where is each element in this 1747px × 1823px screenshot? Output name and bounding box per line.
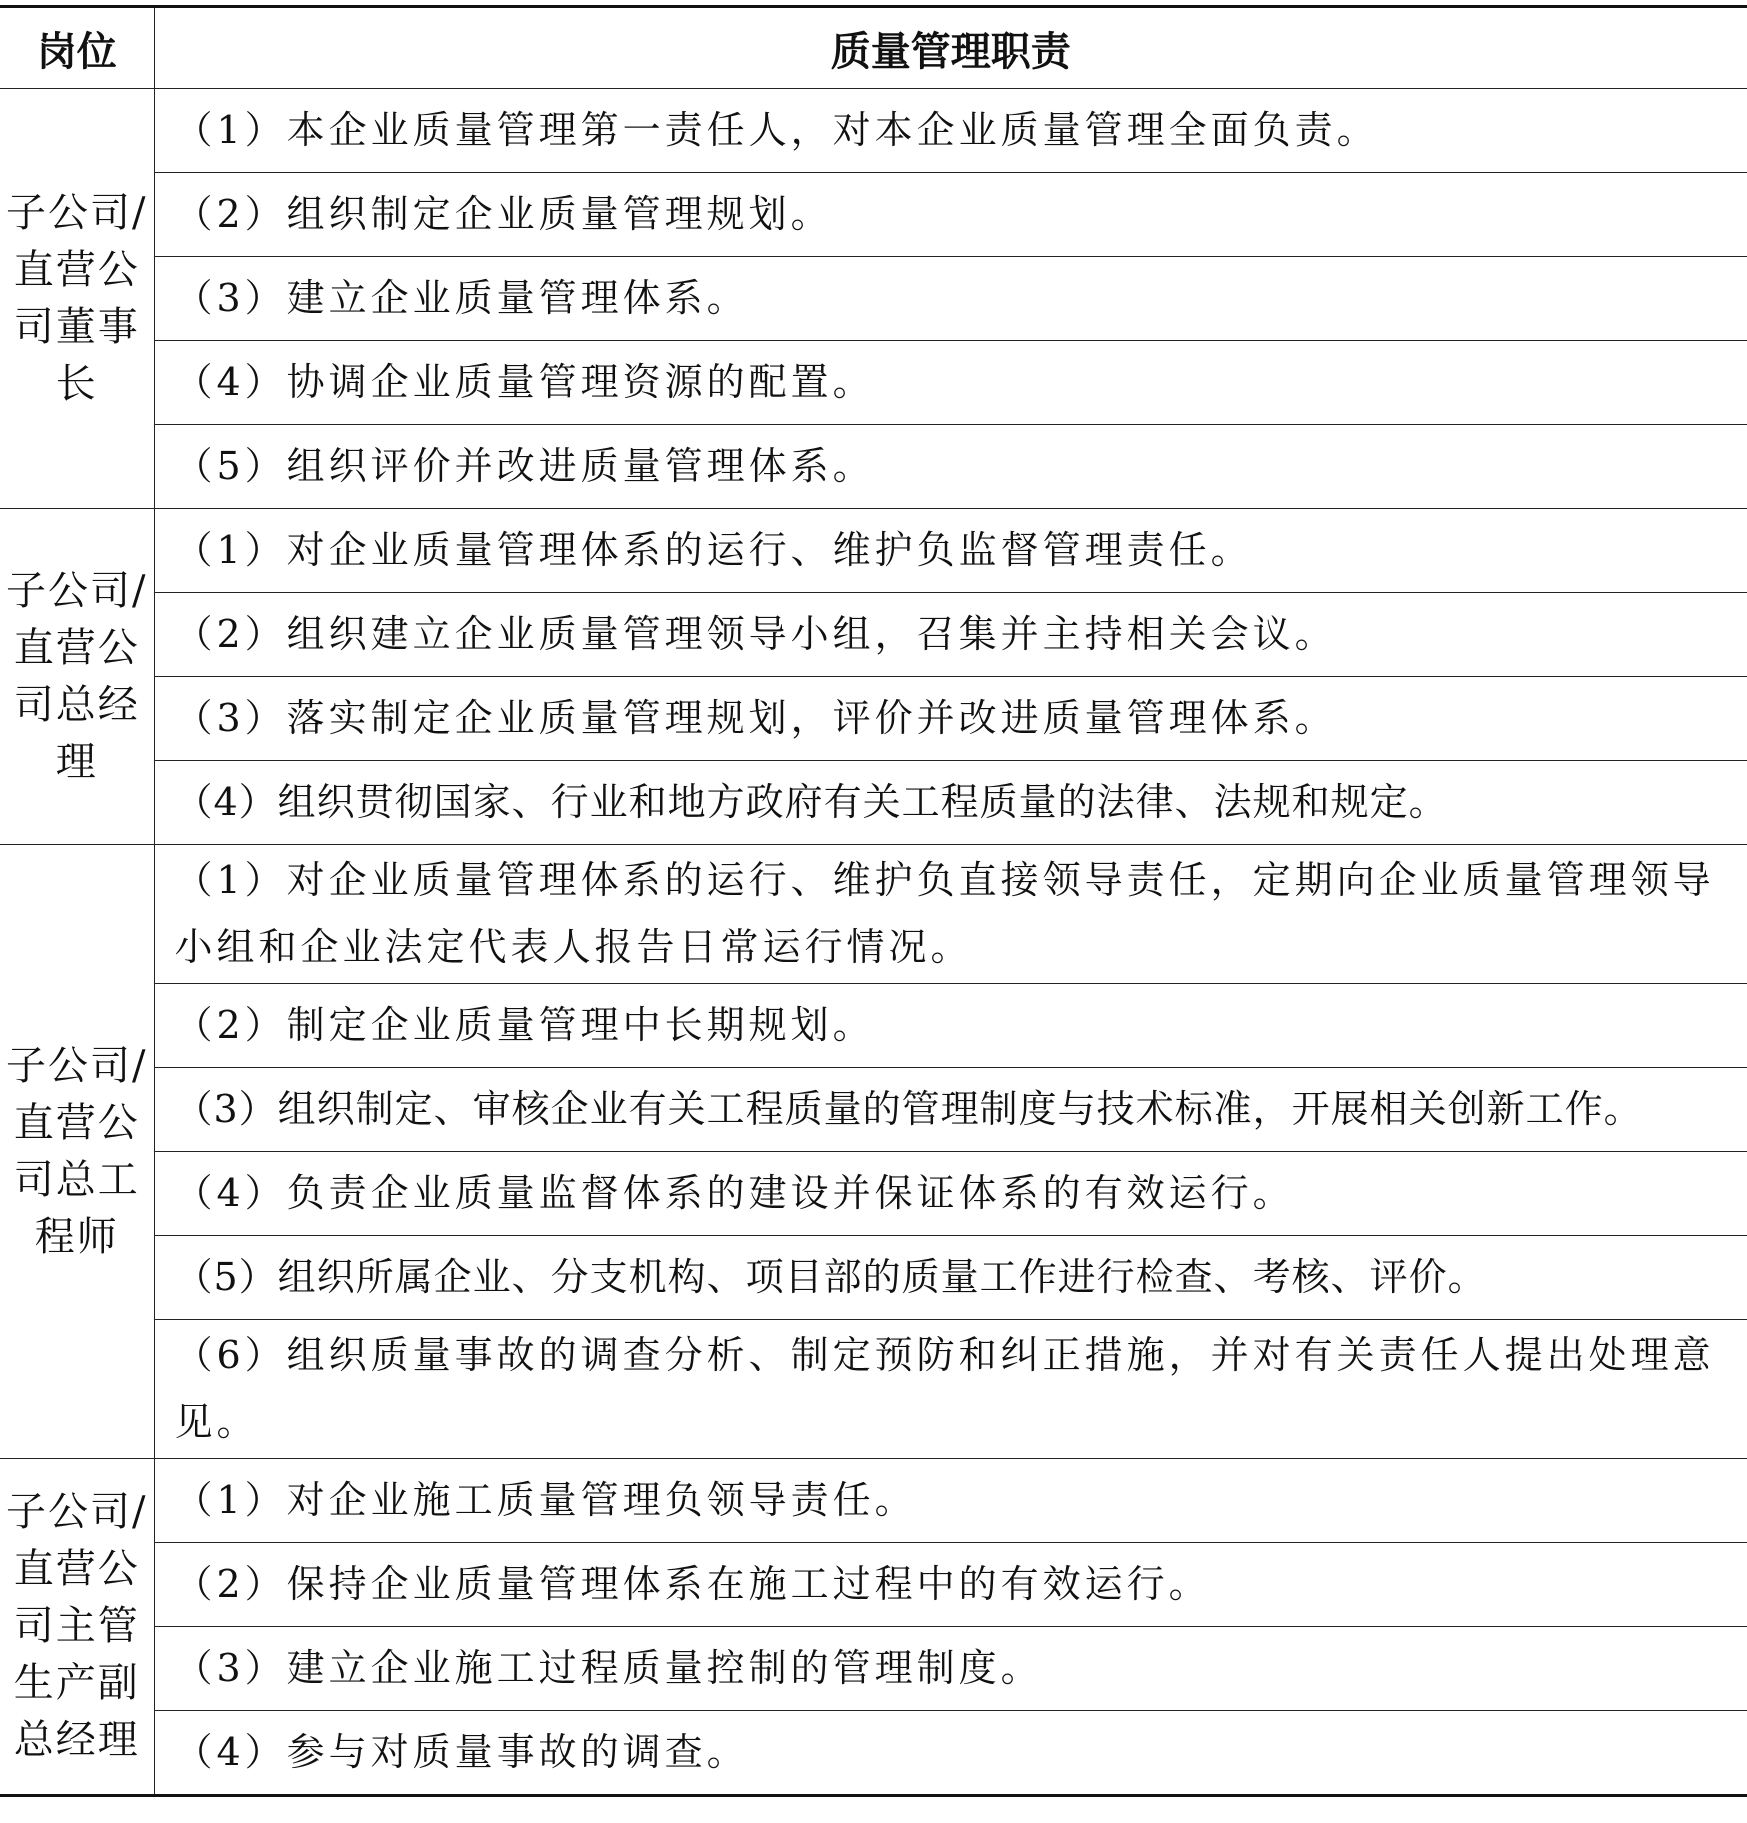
table-row <box>0 425 1747 509</box>
table-row <box>0 761 1747 845</box>
duty-cell: （2）保持企业质量管理体系在施工过程中的有效运行。 <box>154 1543 1747 1627</box>
duty-cell: （3）组织制定、审核企业有关工程质量的管理制度与技术标准，开展相关创新工作。 <box>154 1068 1747 1152</box>
duty-cell: （2）制定企业质量管理中长期规划。 <box>154 984 1747 1068</box>
duty-cell: （5）组织评价并改进质量管理体系。 <box>154 425 1747 509</box>
role-cell-chief-engineer: 子公司/直营公司总工程师 <box>0 845 154 1459</box>
duty-cell: （5）组织所属企业、分支机构、项目部的质量工作进行检查、考核、评价。 <box>154 1236 1747 1320</box>
header-duty: 质量管理职责 <box>154 7 1747 89</box>
role-cell-general-manager: 子公司/直营公司总经理 <box>0 509 154 845</box>
duty-cell: （2）组织制定企业质量管理规划。 <box>154 173 1747 257</box>
duty-table <box>0 5 1747 1797</box>
duty-cell: （1）对企业质量管理体系的运行、维护负直接领导责任，定期向企业质量管理领导小组和企业法定代表人报告日常运行情况。 <box>154 845 1747 984</box>
header-row <box>0 7 1747 89</box>
table-row <box>0 1459 1747 1543</box>
table-row <box>0 1320 1747 1459</box>
table-row <box>0 1152 1747 1236</box>
table-row <box>0 1543 1747 1627</box>
duty-cell: （3）落实制定企业质量管理规划，评价并改进质量管理体系。 <box>154 677 1747 761</box>
duty-cell: （1）对企业施工质量管理负领导责任。 <box>154 1459 1747 1543</box>
duty-cell: （1）本企业质量管理第一责任人，对本企业质量管理全面负责。 <box>154 89 1747 173</box>
duty-cell: （2）组织建立企业质量管理领导小组，召集并主持相关会议。 <box>154 593 1747 677</box>
role-cell-chairman: 子公司/直营公司董事长 <box>0 89 154 509</box>
table-row <box>0 1236 1747 1320</box>
table-row <box>0 1068 1747 1152</box>
duty-cell: （6）组织质量事故的调查分析、制定预防和纠正措施，并对有关责任人提出处理意见。 <box>154 1320 1747 1459</box>
table-row <box>0 593 1747 677</box>
role-cell-production-vp: 子公司/直营公司主管生产副总经理 <box>0 1459 154 1796</box>
duty-cell: （1）对企业质量管理体系的运行、维护负监督管理责任。 <box>154 509 1747 593</box>
table-row <box>0 845 1747 984</box>
table-row <box>0 677 1747 761</box>
duty-cell: （4）负责企业质量监督体系的建设并保证体系的有效运行。 <box>154 1152 1747 1236</box>
table-row <box>0 1627 1747 1711</box>
duty-cell: （4）协调企业质量管理资源的配置。 <box>154 341 1747 425</box>
table-row <box>0 341 1747 425</box>
duty-cell: （4）参与对质量事故的调查。 <box>154 1711 1747 1796</box>
duty-cell: （3）建立企业质量管理体系。 <box>154 257 1747 341</box>
table-row <box>0 89 1747 173</box>
duty-cell: （3）建立企业施工过程质量控制的管理制度。 <box>154 1627 1747 1711</box>
table-row <box>0 173 1747 257</box>
table-row <box>0 509 1747 593</box>
header-role: 岗位 <box>0 7 154 89</box>
table-row <box>0 984 1747 1068</box>
duty-cell: （4）组织贯彻国家、行业和地方政府有关工程质量的法律、法规和规定。 <box>154 761 1747 845</box>
table-row <box>0 257 1747 341</box>
table-row <box>0 1711 1747 1796</box>
